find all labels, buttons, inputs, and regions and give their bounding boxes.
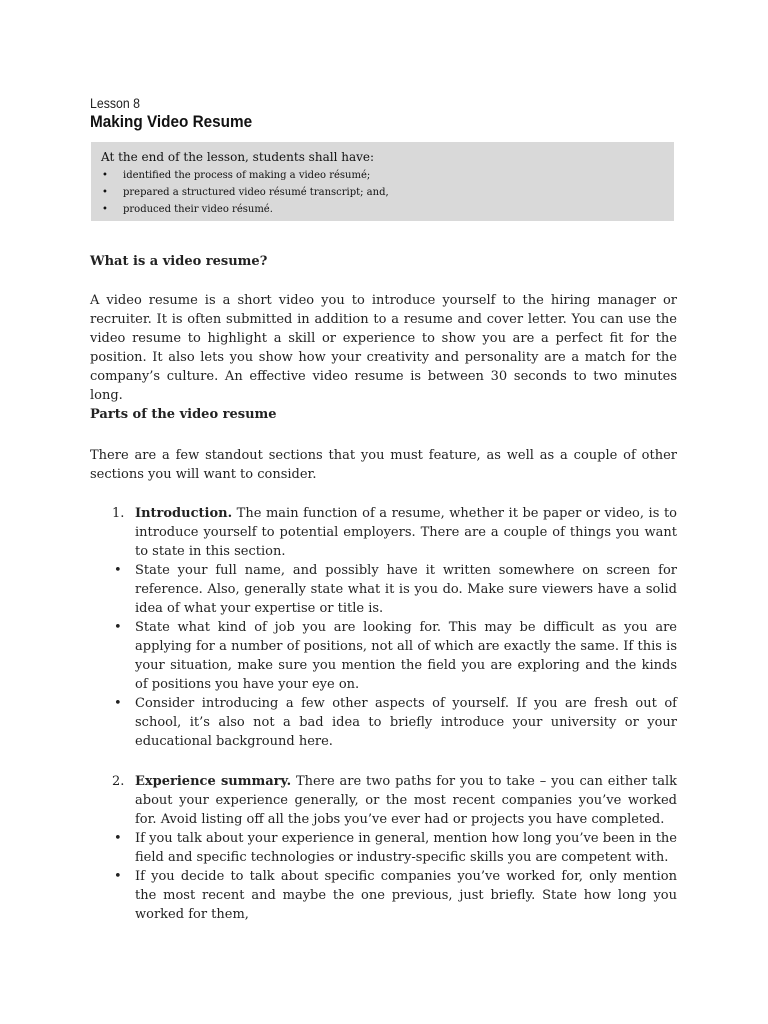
part2-list xyxy=(110,772,677,924)
objective-item: • prepared a structured video résumé transcript; and, xyxy=(101,184,664,201)
section-heading-parts: Parts of the video resume xyxy=(90,407,277,422)
part-title: Experience summary. xyxy=(135,774,292,789)
list-number: 2. xyxy=(112,774,125,789)
list-item-introduction: 1. Introduction. The main function of a resume, whether it be paper or video, is to introduce yourself to potential employers. There are a couple of things you want to state in this section. xyxy=(112,506,677,559)
bullet-icon: • xyxy=(114,563,122,578)
intro-paragraph: A video resume is a short video you to introduce yourself to the hiring manager or recruiter. It is often submitted in addition to a resume and cover letter. You can use the video resume to highlight a skill or experience to show you are a perfect fit for the position. It also lets you show how your creativity and personality are a match for the company’s culture. An effective video resume is between 30 seconds to two minutes long. xyxy=(90,293,677,403)
objective-item: • produced their video résumé. xyxy=(101,201,664,218)
bullet-icon: • xyxy=(114,620,122,635)
list-item: • If you talk about your experience in general, mention how long you’ve been in the field and specific technologies or industry-specific skills you are competent with. xyxy=(114,831,677,865)
objectives-intro: At the end of the lesson, students shall have: xyxy=(101,150,375,164)
part1-list xyxy=(110,504,677,751)
bullet-icon: • xyxy=(102,170,108,181)
list-item: • If you decide to talk about specific companies you’ve worked for, only mention the most recent and maybe the one previous, just briefly. State how long you worked for them, xyxy=(114,869,677,922)
bullet-icon: • xyxy=(114,869,122,884)
section-heading-what-is: What is a video resume? xyxy=(90,254,268,269)
objectives-box xyxy=(91,142,674,221)
list-item: • State what kind of job you are looking for. This may be difficult as you are applying for a number of positions, not all of which are exactly the same. If this is your situation, make sure you mention the field you are exploring and the kinds of positions you have your eye on. xyxy=(114,620,677,692)
list-number: 1. xyxy=(112,506,125,521)
bullet-icon: • xyxy=(102,187,108,198)
list-item: • State your full name, and possibly have it written somewhere on screen for reference. Also, generally state what it is you do. Make sure viewers have a solid idea of what your expertise or title is. xyxy=(114,563,677,616)
part-title: Introduction. xyxy=(135,506,233,521)
lesson-title: Making Video Resume xyxy=(90,112,253,131)
bullet-icon: • xyxy=(114,696,122,711)
list-item: • Consider introducing a few other aspects of yourself. If you are fresh out of school, it’s also not a bad idea to briefly introduce your university or your educational background here. xyxy=(114,696,677,749)
lesson-label: Lesson 8 xyxy=(90,95,141,111)
bullet-icon: • xyxy=(102,204,108,215)
parts-paragraph: There are a few standout sections that you must feature, as well as a couple of other sections you will want to consider. xyxy=(90,448,677,482)
list-item-experience: 2. Experience summary. There are two paths for you to take – you can either talk about your experience generally, or the most recent companies you’ve worked for. Avoid listing off all the jobs you’ve ever had or projects you have completed. xyxy=(112,774,677,827)
objective-item: • identified the process of making a video résumé; xyxy=(101,167,664,184)
bullet-icon: • xyxy=(114,831,122,846)
objectives-list xyxy=(101,167,664,218)
